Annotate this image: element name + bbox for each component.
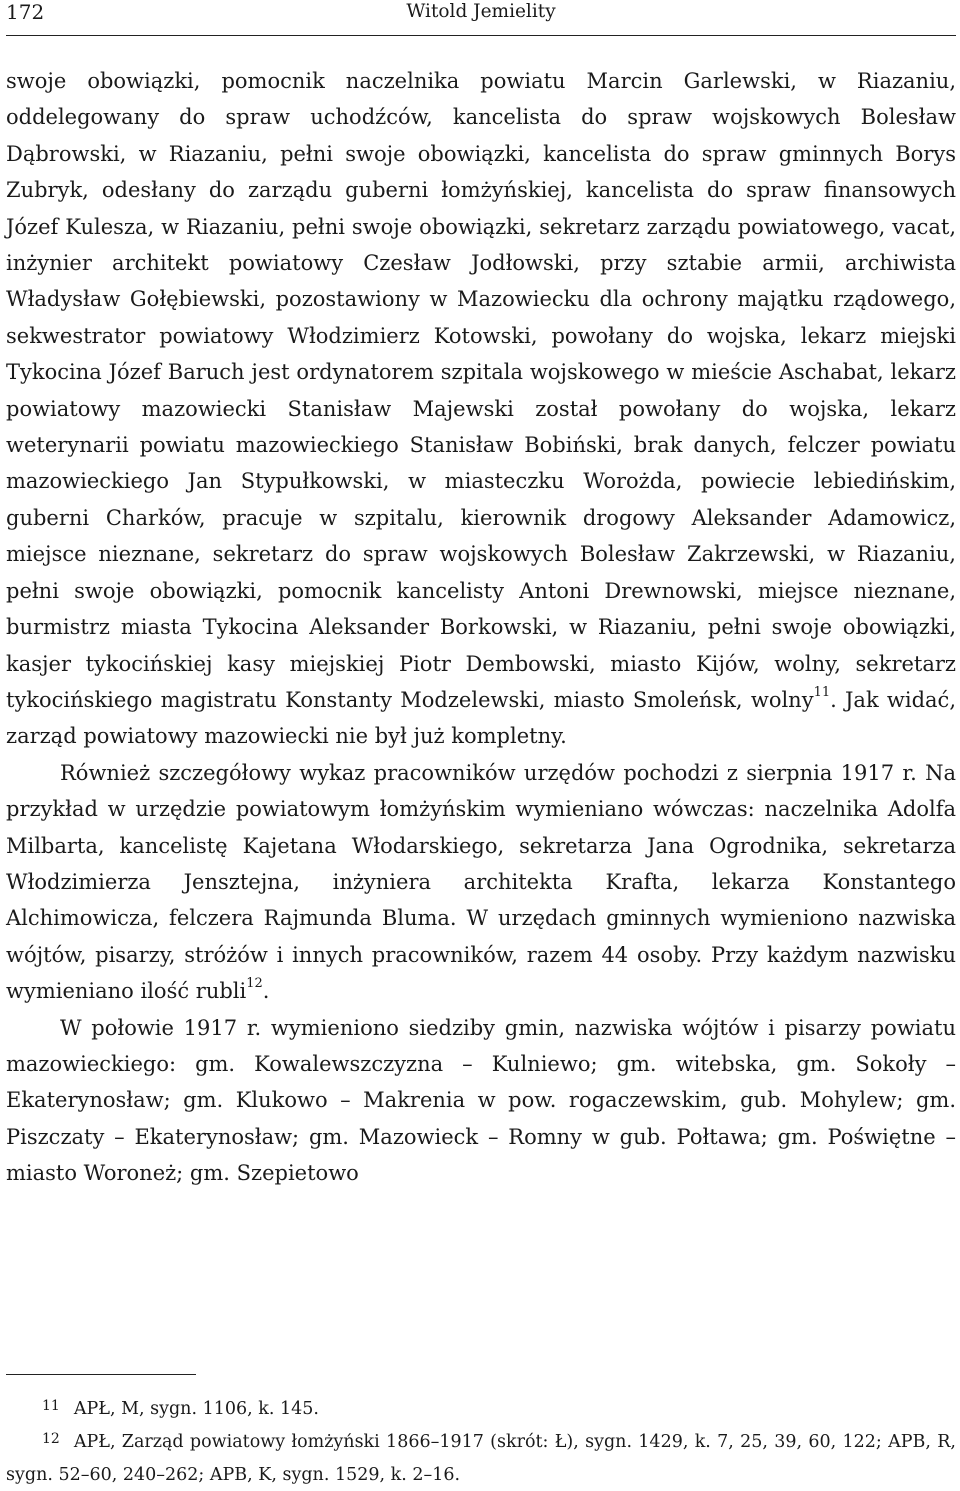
footnote-rule <box>6 1374 196 1375</box>
paragraph-1 <box>6 63 956 755</box>
paragraph-2-text: Również szczegółowy wykaz pracowników urzędów pochodzi z sierpnia 1917 r. Na przykład w urzędzie powiatowym łomżyńskim wymieniano wówczas: naczelnika Adolfa Milbarta, kancelistę Kajetana Włodarskiego, sekretarza Jana Ogrodnika, sekretarza Włodzimierza Jensztejna, inżyniera architekta Krafta, lekarza Konstantego Alchimowicza, felczera Rajmunda Bluma. W urzędach gminnych wymieniono nazwiska wójtów, pisarzy, stróżów i innych pracowników, razem 44 osoby. Przy każdym nazwisku wymieniano ilość rubli <box>6 760 956 1004</box>
footnote-mark: 12 <box>42 1431 60 1447</box>
footnote-11 <box>6 1393 956 1426</box>
footnote-12 <box>6 1426 956 1491</box>
running-head <box>6 0 956 28</box>
running-title: Witold Jemielity <box>406 1 556 22</box>
footnote-ref-11[interactable]: 11 <box>813 684 831 700</box>
footnote-text: APŁ, M, sygn. 1106, k. 145. <box>73 1399 319 1419</box>
book-page <box>6 0 956 1484</box>
page-number: 172 <box>6 0 45 24</box>
footnote-text: APŁ, Zarząd powiatowy łomżyński 1866–1917 (skrót: Ł), sygn. 1429, k. 7, 25, 39, 60, 122; APB, R, sygn. 52–60, 240–262; APB, K, sygn. 1529, k. 2–16. <box>6 1432 956 1485</box>
paragraph-3: W połowie 1917 r. wymieniono siedziby gmin, nazwiska wójtów i pisarzy powiatu mazowieckiego: gm. Kowalewszczyzna – Kulniewo; gm. witebska, gm. Sokoły – Ekaterynosław; gm. Klukowo – Makrenia w pow. rogaczewskim, gub. Mohylew; gm. Piszczaty – Ekaterynosław; gm. Mazowieck – Romny w gub. Połtawa; gm. Poświętne – miasto Woroneż; gm. Szepietowo <box>6 1015 956 1186</box>
paragraph-2-text-end: . <box>262 979 270 1004</box>
paragraph-1-text-end: . Jak widać, zarząd powiatowy mazowiecki nie był już kompletny. <box>6 687 956 749</box>
footnotes <box>6 1393 956 1491</box>
footnote-ref-12[interactable]: 12 <box>246 976 263 992</box>
header-rule <box>6 35 956 36</box>
body-text <box>6 63 956 1192</box>
footnote-mark: 11 <box>42 1398 60 1414</box>
paragraph-2 <box>6 755 956 1010</box>
paragraph-1-text: swoje obowiązki, pomocnik naczelnika powiatu Marcin Garlewski, w Riazaniu, oddelegowany do spraw uchodźców, kancelista do spraw wojskowych Bolesław Dąbrowski, w Riazaniu, pełni swoje obowiązki, kancelista do spraw gminnych Borys Zubryk, odesłany do zarządu guberni łomżyńskiej, kancelista do spraw finansowych Józef Kulesza, w Riazaniu, pełni swoje obowiązki, sekretarz zarządu powiatowego, vacat, inżynier architekt powiatowy Czesław Jodłowski, przy sztabie armii, archiwista Władysław Gołębiewski, pozostawiony w Mazowiecku dla ochrony majątku rządowego, sekwestrator powiatowy Włodzimierz Kotowski, powołany do wojska, lekarz miejski Tykocina Józef Baruch jest ordynatorem szpitala wojskowego w mieście Aschabat, lekarz powiatowy mazowiecki Stanisław Majewski został powołany do wojska, lekarz weterynarii powiatu mazowieckiego Stanisław Bobiński, brak danych, felczer powiatu mazowieckiego Jan Stypułkowski, w miasteczku Worożda, powiecie lebiedińskim, guberni Charków, pracuje w szpitalu, kierownik drogowy Aleksander Adamowicz, miejsce nieznane, sekretarz do spraw wojskowych Bolesław Zakrzewski, w Riazaniu, pełni swoje obowiązki, pomocnik kancelisty Antoni Drewnowski, miejsce nieznane, burmistrz miasta Tykocina Aleksander Borkowski, w Riazaniu, pełni swoje obowiązki, kasjer tykocińskiej kasy miejskiej Piotr Dembowski, miasto Kijów, wolny, sekretarz tykocińskiego magistratu Konstanty Modzelewski, miasto Smoleńsk, wolny <box>6 69 956 712</box>
